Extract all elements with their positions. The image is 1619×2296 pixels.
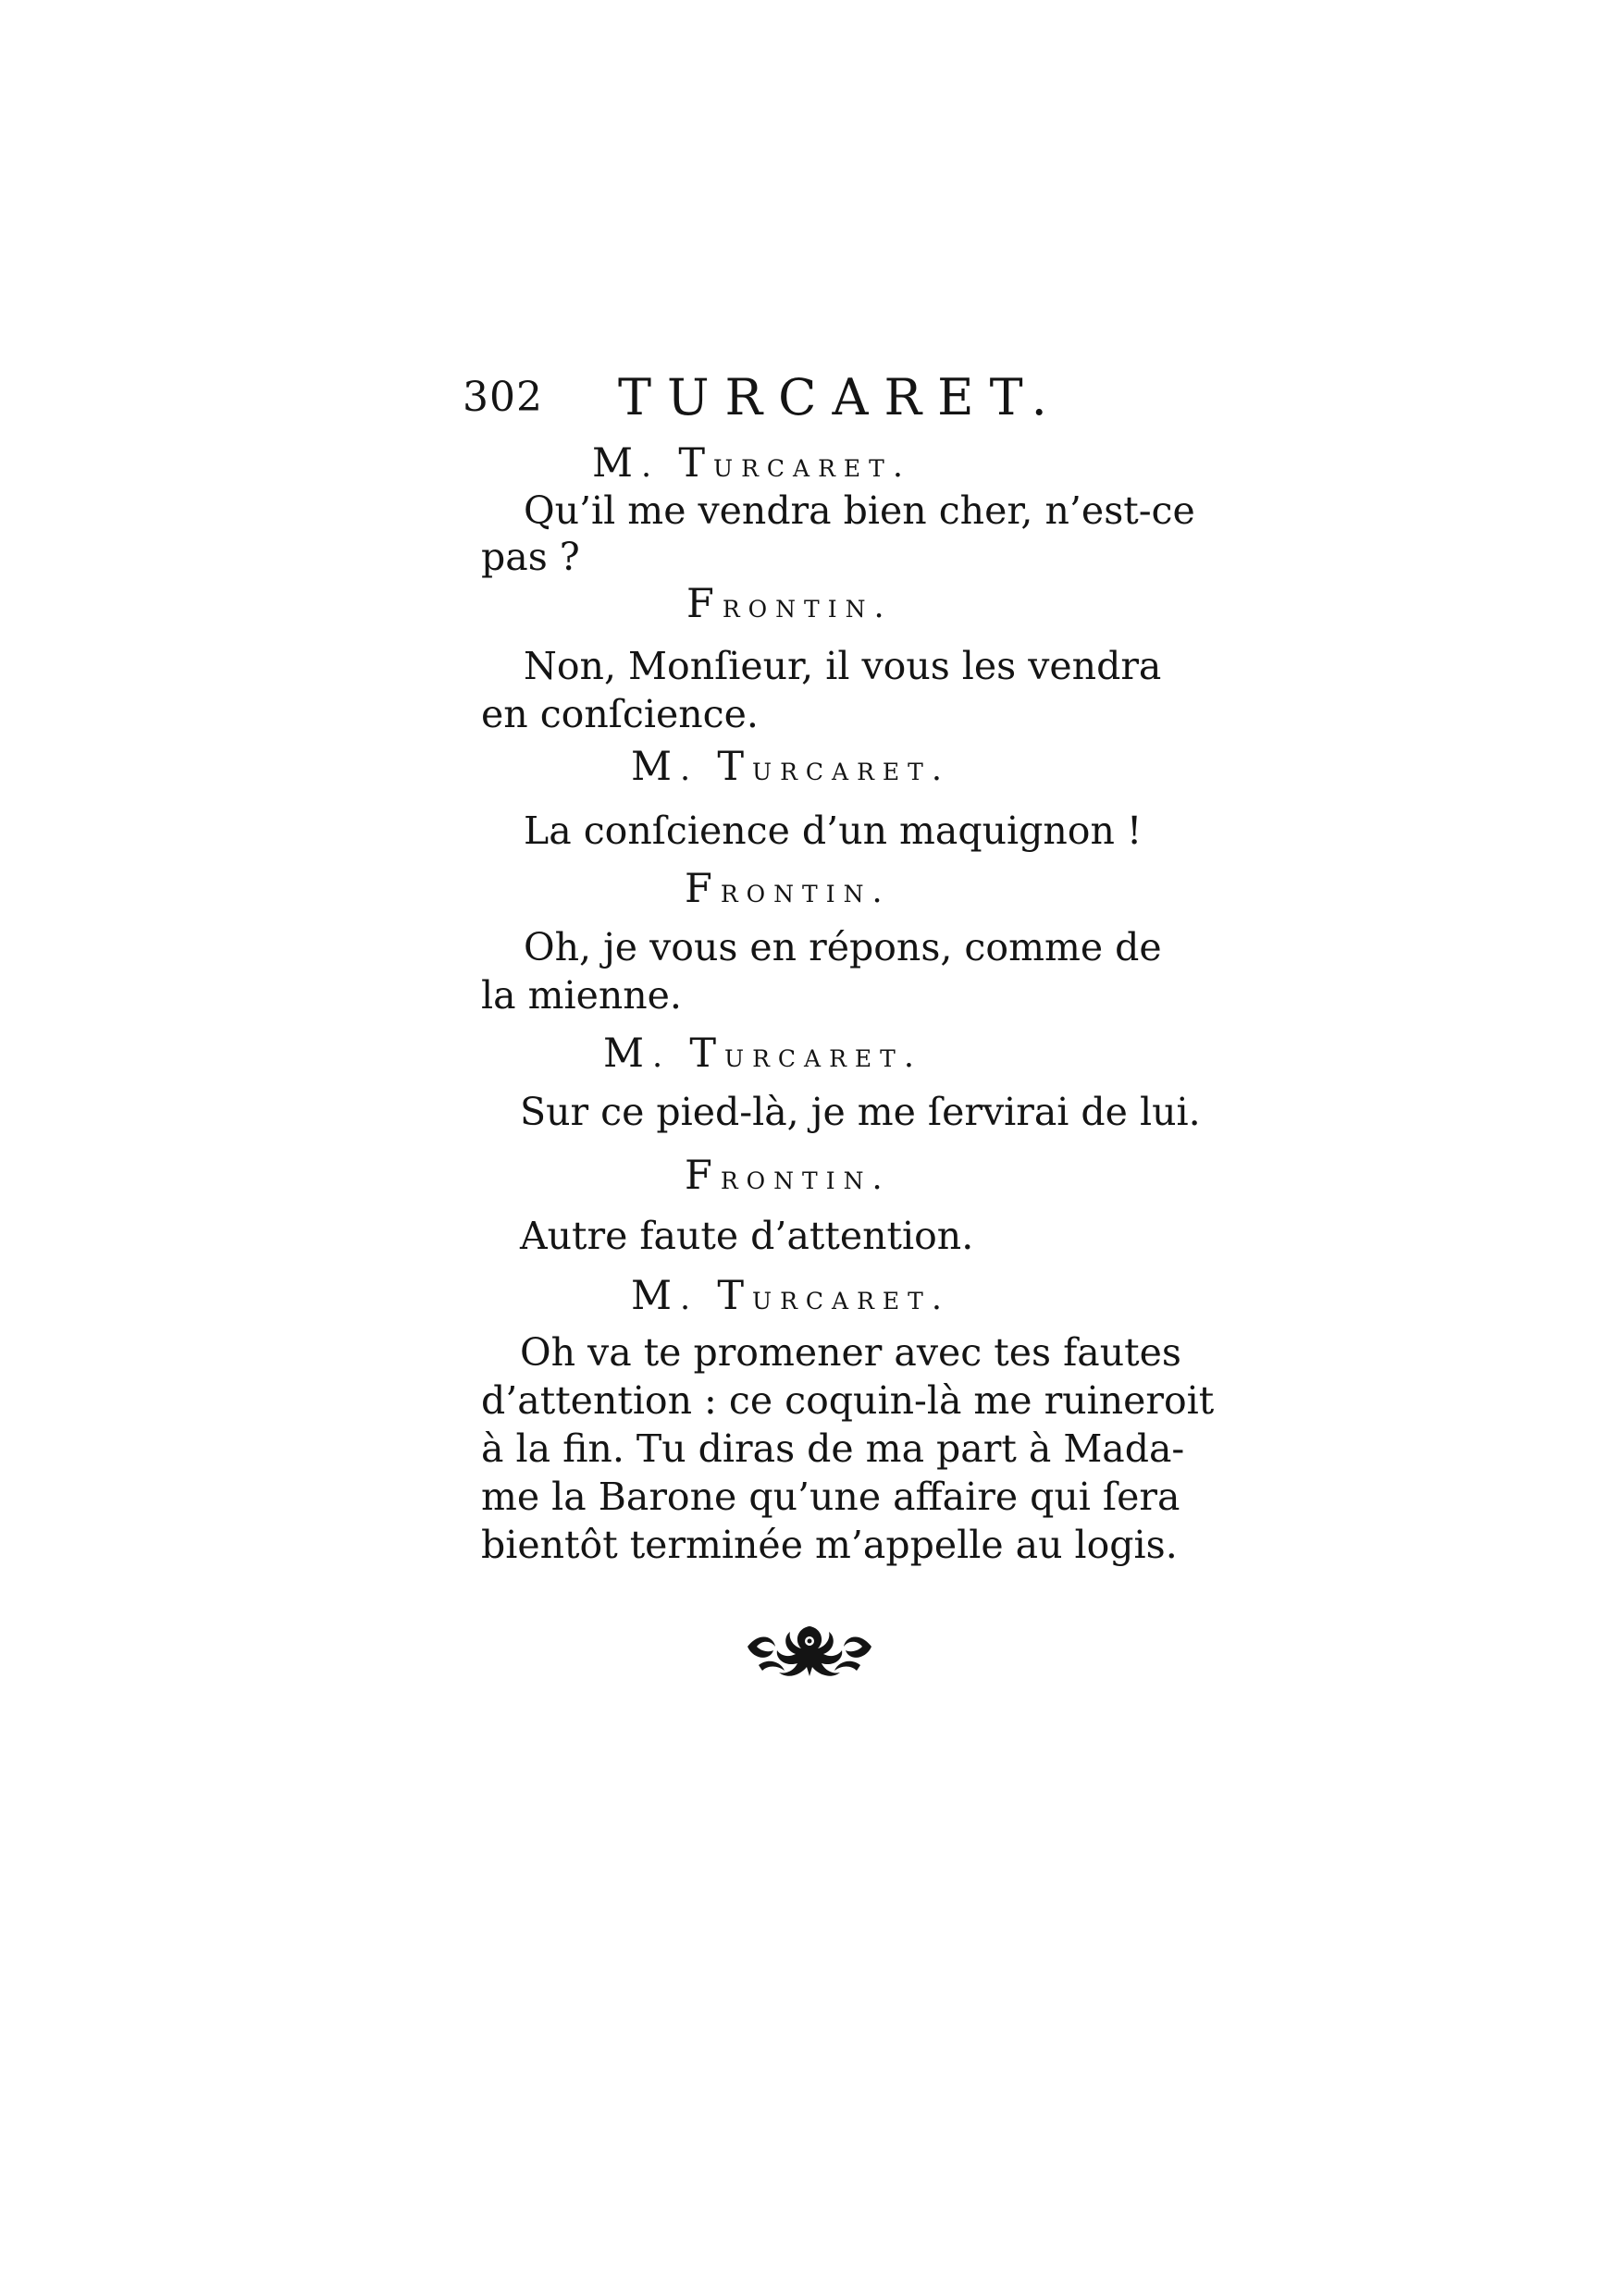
page-header <box>463 368 1073 433</box>
speech-line: en conſcience. <box>481 692 759 736</box>
speaker-name: M. Turcaret. <box>592 440 911 487</box>
speech-line: me la Barone qu’une affaire qui ſera <box>481 1475 1180 1519</box>
floral-ornament-icon <box>740 1619 879 1684</box>
speech-line: à la fin. Tu diras de ma part à Mada- <box>481 1426 1185 1471</box>
floral-tailpiece-ornament <box>740 1619 879 1684</box>
speech-line: Qu’il me vendra bien cher, n’est-ce <box>524 488 1195 533</box>
speaker-name: M. Turcaret. <box>631 1273 950 1319</box>
speaker-name: Frontin. <box>686 581 893 627</box>
speaker-name: Frontin. <box>685 866 891 912</box>
speaker-name: M. Turcaret. <box>603 1031 922 1077</box>
speech-line: La conſcience d’un maquignon ! <box>524 809 1143 853</box>
running-title: TURCARET. <box>618 368 1063 426</box>
speech-line: pas ? <box>481 535 580 579</box>
speech-line: Non, Monſieur, il vous les vendra <box>524 644 1162 688</box>
speech-line: Oh, je vous en répons, comme de <box>524 925 1162 969</box>
speech-line: d’attention : ce coquin-là me ruineroit <box>481 1378 1215 1423</box>
speaker-name: Frontin. <box>685 1153 891 1199</box>
page-number: 302 <box>463 374 543 421</box>
speaker-name: M. Turcaret. <box>631 744 950 790</box>
speech-line: Sur ce pied-là, je me ſervirai de lui. <box>520 1090 1201 1134</box>
speech-line: la mienne. <box>481 973 682 1018</box>
speech-line: bientôt terminée m’appelle au logis. <box>481 1523 1178 1567</box>
speech-line: Autre faute d’attention. <box>520 1214 974 1258</box>
speech-line: Oh va te promener avec tes fautes <box>520 1330 1181 1375</box>
